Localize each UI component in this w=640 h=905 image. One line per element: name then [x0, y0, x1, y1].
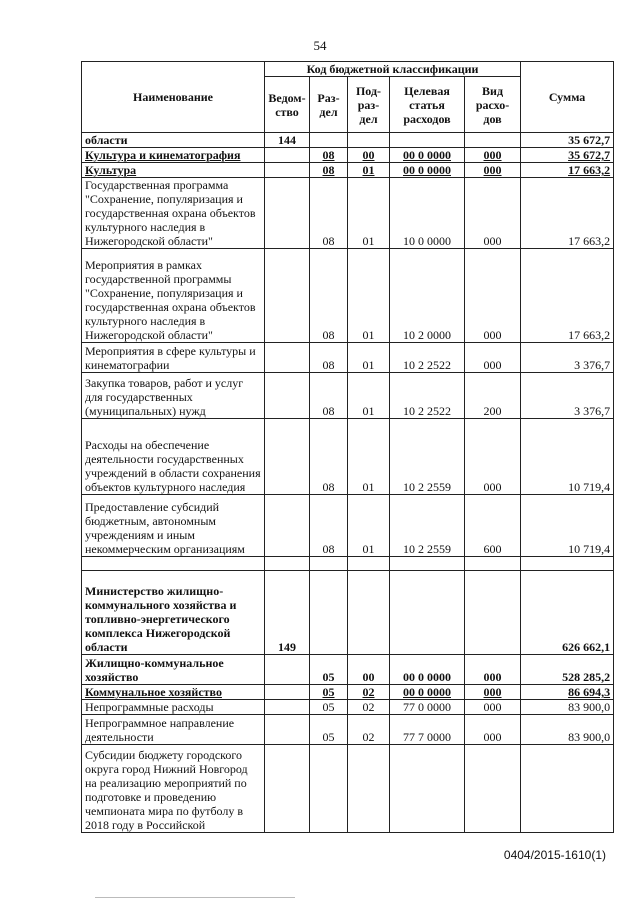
cell-target: 77 7 0000 — [390, 715, 465, 745]
cell-target: 10 2 2522 — [390, 343, 465, 373]
cell-subsection: 00 — [348, 148, 390, 163]
cell-name — [82, 557, 265, 571]
cell-section — [310, 133, 348, 148]
cell-dept — [265, 249, 310, 343]
cell-subsection: 01 — [348, 178, 390, 249]
cell-type: 200 — [465, 373, 521, 419]
header-type: Вид расхо-дов — [465, 77, 521, 133]
cell-type: 000 — [465, 655, 521, 685]
cell-type — [465, 745, 521, 833]
cell-name: Культура — [82, 163, 265, 178]
cell-subsection — [348, 133, 390, 148]
cell-type: 000 — [465, 700, 521, 715]
cell-type — [465, 133, 521, 148]
cell-type: 000 — [465, 249, 521, 343]
table-row — [82, 715, 614, 745]
cell-dept — [265, 419, 310, 495]
table-row — [82, 163, 614, 178]
cell-name: Закупка товаров, работ и услуг для государственных (муниципальных) нужд — [82, 373, 265, 419]
cell-name: Мероприятия в сфере культуры и кинематографии — [82, 343, 265, 373]
header-target: Целевая статья расходов — [390, 77, 465, 133]
cell-section: 08 — [310, 495, 348, 557]
cell-sum: 86 694,3 — [521, 685, 614, 700]
cell-target: 00 0 0000 — [390, 148, 465, 163]
cell-section: 08 — [310, 148, 348, 163]
cell-sum: 10 719,4 — [521, 419, 614, 495]
cell-target — [390, 745, 465, 833]
cell-section: 05 — [310, 655, 348, 685]
cell-subsection: 01 — [348, 163, 390, 178]
table-row — [82, 373, 614, 419]
cell-dept — [265, 148, 310, 163]
cell-dept — [265, 700, 310, 715]
header-dept: Ведом-ство — [265, 77, 310, 133]
cell-section — [310, 571, 348, 655]
document-code: 0404/2015-1610(1) — [503, 848, 606, 862]
cell-sum: 35 672,7 — [521, 133, 614, 148]
cell-target — [390, 133, 465, 148]
cell-section: 08 — [310, 373, 348, 419]
cell-sum: 626 662,1 — [521, 571, 614, 655]
cell-subsection — [348, 557, 390, 571]
cell-subsection — [348, 745, 390, 833]
cell-section: 08 — [310, 343, 348, 373]
cell-target: 10 2 0000 — [390, 249, 465, 343]
cell-type: 000 — [465, 419, 521, 495]
table-row — [82, 655, 614, 685]
cell-type: 000 — [465, 715, 521, 745]
cell-target: 00 0 0000 — [390, 163, 465, 178]
table-row — [82, 495, 614, 557]
cell-target: 10 2 2522 — [390, 373, 465, 419]
cell-dept — [265, 715, 310, 745]
cell-sum: 10 719,4 — [521, 495, 614, 557]
cell-subsection — [348, 571, 390, 655]
cell-section — [310, 745, 348, 833]
table-row — [82, 178, 614, 249]
budget-table — [81, 61, 614, 833]
cell-name: области — [82, 133, 265, 148]
table-row — [82, 700, 614, 715]
cell-type: 000 — [465, 178, 521, 249]
cell-subsection: 01 — [348, 373, 390, 419]
page-number: 54 — [313, 38, 327, 53]
cell-section: 08 — [310, 163, 348, 178]
header-sum: Сумма — [521, 62, 614, 133]
cell-subsection: 02 — [348, 685, 390, 700]
cell-subsection: 00 — [348, 655, 390, 685]
table-row — [82, 745, 614, 833]
cell-dept — [265, 343, 310, 373]
cell-sum — [521, 557, 614, 571]
cell-target: 10 2 2559 — [390, 495, 465, 557]
cell-section: 05 — [310, 715, 348, 745]
cell-type: 000 — [465, 163, 521, 178]
cell-name: Расходы на обеспечение деятельности государственных учреждений в области сохранения объектов культурного наследия — [82, 419, 265, 495]
cell-name: Министерство жилищно-коммунального хозяйства и топливно-энергетического комплекса Нижегородской области — [82, 571, 265, 655]
table-row — [82, 419, 614, 495]
header-section: Раз-дел — [310, 77, 348, 133]
cell-sum: 83 900,0 — [521, 700, 614, 715]
cell-sum: 83 900,0 — [521, 715, 614, 745]
cell-target: 00 0 0000 — [390, 685, 465, 700]
cell-subsection: 02 — [348, 715, 390, 745]
cell-dept — [265, 373, 310, 419]
cell-dept — [265, 655, 310, 685]
cell-dept — [265, 745, 310, 833]
cell-target: 10 2 2559 — [390, 419, 465, 495]
cell-name: Предоставление субсидий бюджетным, автономным учреждениям и иным некоммерческим организациям — [82, 495, 265, 557]
cell-target — [390, 557, 465, 571]
cell-name: Жилищно-коммунальное хозяйство — [82, 655, 265, 685]
cell-target: 10 0 0000 — [390, 178, 465, 249]
cell-name: Государственная программа "Сохранение, популяризация и государственная охрана объектов культурного наследия в Нижегородской области" — [82, 178, 265, 249]
header-subsection: Под-раз-дел — [348, 77, 390, 133]
cell-sum: 3 376,7 — [521, 343, 614, 373]
cell-section: 08 — [310, 249, 348, 343]
table-row — [82, 685, 614, 700]
cell-sum: 3 376,7 — [521, 373, 614, 419]
cell-sum: 35 672,7 — [521, 148, 614, 163]
cell-name: Мероприятия в рамках государственной программы "Сохранение, популяризация и государственная охрана объектов культурного наследия в Нижегородской области" — [82, 249, 265, 343]
cell-target: 77 0 0000 — [390, 700, 465, 715]
cell-subsection: 01 — [348, 249, 390, 343]
cell-dept — [265, 178, 310, 249]
cell-dept: 144 — [265, 133, 310, 148]
cell-section: 08 — [310, 178, 348, 249]
bottom-rule — [95, 897, 295, 898]
cell-sum — [521, 745, 614, 833]
cell-sum: 17 663,2 — [521, 249, 614, 343]
table-row — [82, 148, 614, 163]
cell-sum: 528 285,2 — [521, 655, 614, 685]
cell-target — [390, 571, 465, 655]
cell-dept — [265, 495, 310, 557]
cell-type — [465, 571, 521, 655]
cell-section — [310, 557, 348, 571]
cell-dept — [265, 685, 310, 700]
cell-subsection: 01 — [348, 343, 390, 373]
cell-section: 05 — [310, 700, 348, 715]
cell-subsection: 01 — [348, 419, 390, 495]
cell-sum: 17 663,2 — [521, 178, 614, 249]
table-row — [82, 249, 614, 343]
cell-section: 08 — [310, 419, 348, 495]
cell-type — [465, 557, 521, 571]
header-code-group: Код бюджетной классификации — [265, 62, 521, 77]
table-row — [82, 133, 614, 148]
cell-type: 000 — [465, 343, 521, 373]
cell-name: Непрограммное направление деятельности — [82, 715, 265, 745]
cell-dept — [265, 557, 310, 571]
cell-type: 600 — [465, 495, 521, 557]
cell-name: Коммунальное хозяйство — [82, 685, 265, 700]
cell-dept — [265, 163, 310, 178]
table-row — [82, 343, 614, 373]
cell-subsection: 02 — [348, 700, 390, 715]
cell-section: 05 — [310, 685, 348, 700]
cell-name: Непрограммные расходы — [82, 700, 265, 715]
cell-type: 000 — [465, 148, 521, 163]
cell-dept: 149 — [265, 571, 310, 655]
table-row — [82, 557, 614, 571]
cell-name: Субсидии бюджету городского округа город Нижний Новгород на реализацию мероприятий по подготовке и проведению чемпионата мира по футболу в 2018 году в Российской — [82, 745, 265, 833]
header-name: Наименование — [82, 62, 265, 133]
table-row — [82, 571, 614, 655]
cell-target: 00 0 0000 — [390, 655, 465, 685]
cell-sum: 17 663,2 — [521, 163, 614, 178]
cell-type: 000 — [465, 685, 521, 700]
cell-name: Культура и кинематография — [82, 148, 265, 163]
cell-subsection: 01 — [348, 495, 390, 557]
